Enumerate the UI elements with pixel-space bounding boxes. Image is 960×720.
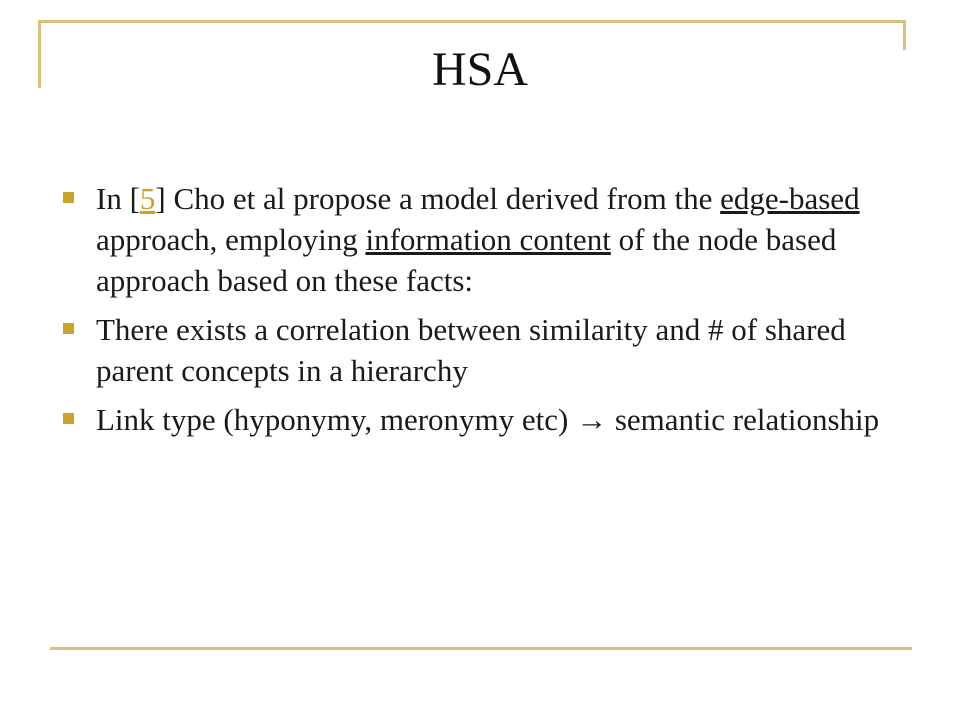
bullet-1-text-c: approach, employing — [96, 222, 366, 257]
frame-top-rule — [40, 20, 904, 23]
bullet-1-text-d: of the node based approach based on these facts: — [96, 222, 837, 298]
bullet-item-3 — [60, 399, 880, 440]
bullet-3-text-b: semantic relationship — [607, 402, 880, 437]
right-arrow-icon: → — [576, 402, 608, 437]
bullet-item-2 — [60, 309, 880, 391]
slide-title: HSA — [431, 43, 529, 96]
square-bullet-icon — [63, 192, 74, 203]
square-bullet-icon — [63, 323, 74, 334]
frame-bottom-rule — [50, 647, 912, 650]
square-bullet-icon — [63, 413, 74, 424]
information-content-term: information content — [365, 222, 611, 257]
edge-based-term: edge-based — [720, 181, 860, 216]
bullet-item-1 — [60, 178, 880, 301]
bullet-1-text-b: ] Cho et al propose a model derived from the — [155, 181, 721, 216]
reference-link[interactable]: 5 — [139, 181, 156, 216]
bullet-2-text: There exists a correlation between similarity and # of shared parent concepts in a hierarchy — [96, 312, 846, 388]
bullet-3-text-a: Link type (hyponymy, meronymy etc) — [96, 402, 577, 437]
bullet-list — [60, 178, 880, 448]
bullet-1-text-a: In [ — [96, 181, 140, 216]
